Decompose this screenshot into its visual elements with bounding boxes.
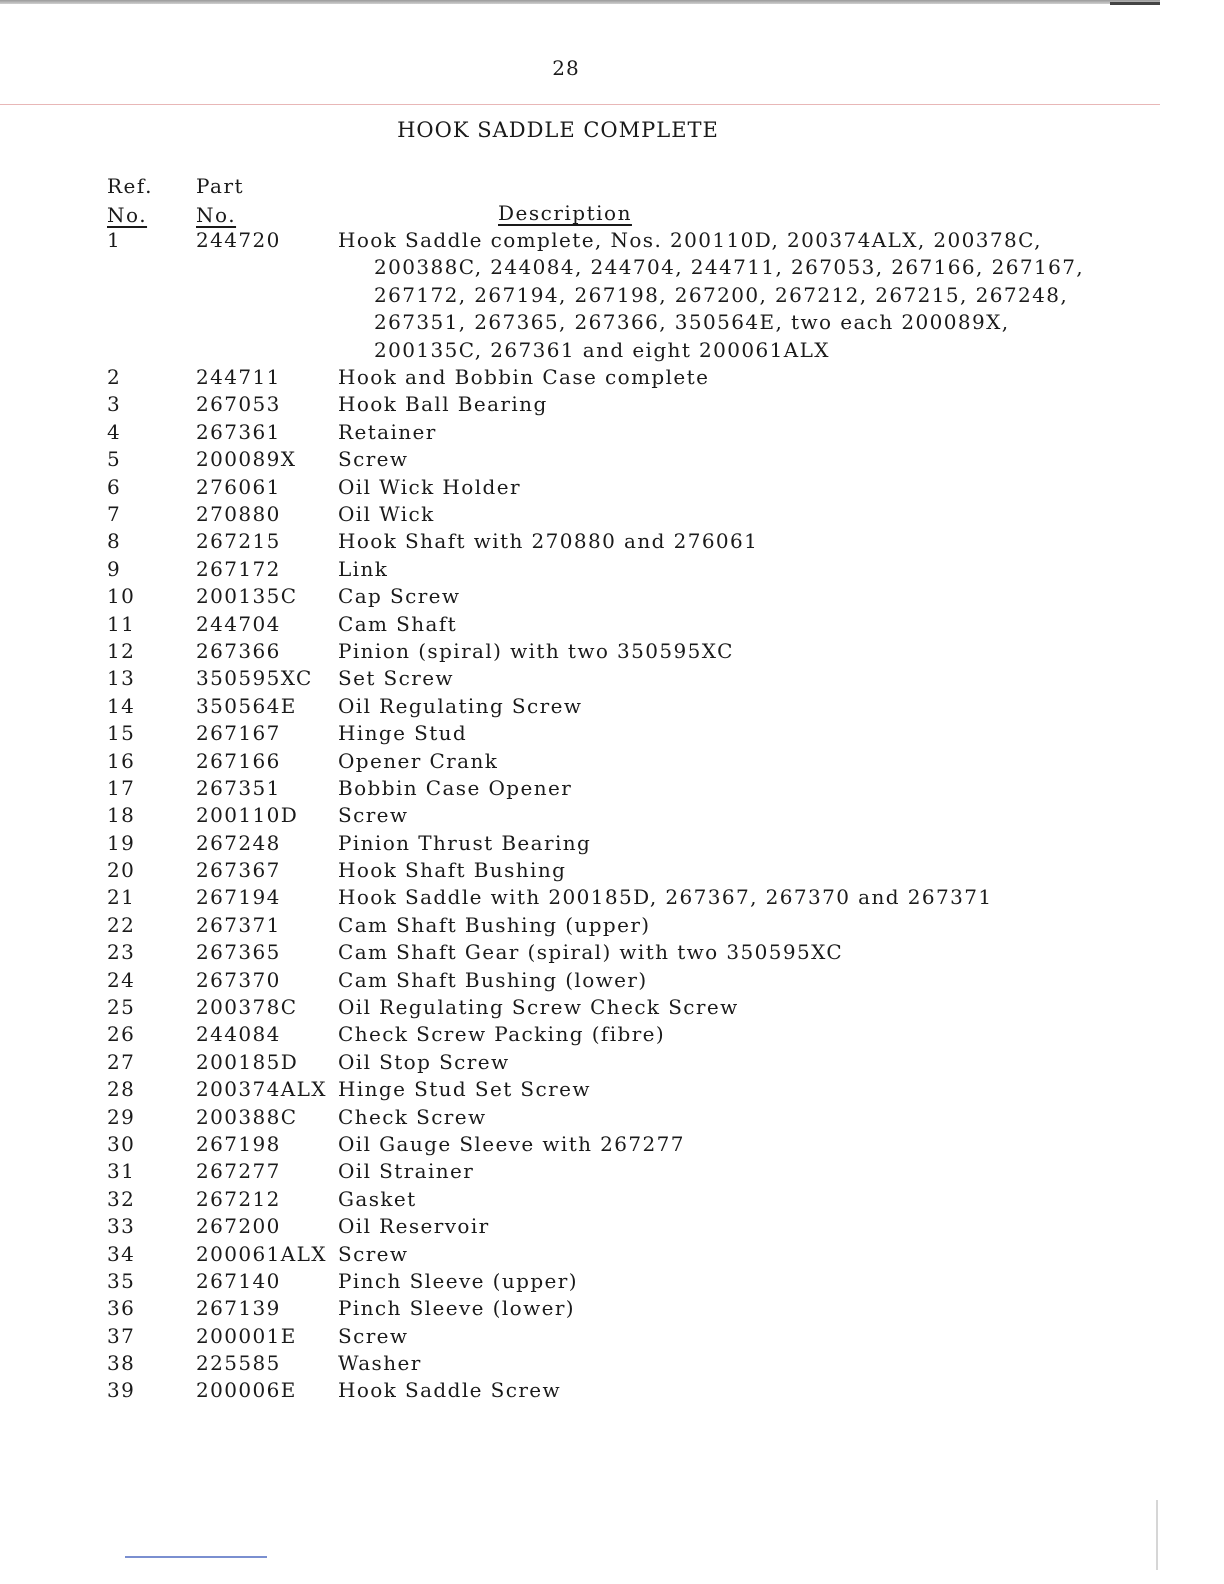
header-divider: [0, 104, 1160, 105]
description-header: Description: [498, 201, 632, 225]
part-number: 267194: [196, 885, 281, 910]
ref-number: 25: [107, 995, 136, 1020]
part-number: 200001E: [196, 1323, 297, 1348]
part-number: 270880: [196, 501, 281, 526]
part-description: Oil Reservoir: [338, 1214, 490, 1239]
part-number: 267371: [196, 912, 281, 937]
ref-number: 6: [107, 474, 122, 499]
parts-row: [107, 583, 1167, 610]
part-description: Opener Crank: [338, 748, 499, 773]
part-number: 244711: [196, 365, 281, 390]
parts-row: [107, 1021, 1167, 1048]
parts-row: [107, 419, 1167, 446]
parts-row: [107, 1076, 1167, 1103]
parts-row: [107, 1131, 1167, 1158]
part-number: 276061: [196, 474, 281, 499]
parts-row: [107, 638, 1167, 665]
ref-header-top: Ref.: [107, 174, 153, 198]
ref-number: 37: [107, 1323, 136, 1348]
parts-row: [107, 1323, 1167, 1350]
part-description: Check Screw Packing (fibre): [338, 1022, 666, 1047]
part-description: Oil Regulating Screw: [338, 693, 583, 718]
parts-row: [107, 967, 1167, 994]
part-description: Gasket: [338, 1186, 417, 1211]
part-description: Oil Wick: [338, 501, 435, 526]
ref-number: 33: [107, 1214, 136, 1239]
part-number: 200061ALX: [196, 1241, 327, 1266]
part-number: 350595XC: [196, 666, 313, 691]
parts-row: [107, 364, 1167, 391]
ref-number: 31: [107, 1159, 136, 1184]
part-description: Hook Shaft Bushing: [338, 858, 567, 883]
top-border-rule-end: [1110, 2, 1160, 5]
ref-number: 19: [107, 830, 136, 855]
parts-row: [107, 994, 1167, 1021]
part-description: Cap Screw: [338, 584, 461, 609]
ref-number: 17: [107, 775, 136, 800]
parts-row: [107, 611, 1167, 638]
ref-number: 14: [107, 693, 136, 718]
ref-number: 35: [107, 1268, 136, 1293]
part-description: Hook Saddle with 200185D, 267367, 267370 and 267371: [338, 885, 993, 910]
part-description: Screw: [338, 1241, 409, 1266]
ref-number: 24: [107, 967, 136, 992]
part-number: 200374ALX: [196, 1077, 327, 1102]
parts-row: [107, 857, 1167, 884]
part-number: 267277: [196, 1159, 281, 1184]
part-number: 267351: [196, 775, 281, 800]
description-line: 200388C, 244084, 244704, 244711, 267053, 267166, 267167,: [374, 255, 1085, 280]
parts-row: [107, 474, 1167, 501]
part-description: [338, 227, 1167, 364]
ref-number: 3: [107, 392, 122, 417]
part-description: Oil Strainer: [338, 1159, 475, 1184]
part-description: Set Screw: [338, 666, 454, 691]
ref-number: 10: [107, 584, 136, 609]
part-number: 244084: [196, 1022, 281, 1047]
ref-number: 26: [107, 1022, 136, 1047]
ref-number: 27: [107, 1049, 136, 1074]
page-title: HOOK SADDLE COMPLETE: [397, 118, 719, 142]
part-description: Link: [338, 556, 389, 581]
ref-number: 30: [107, 1131, 136, 1156]
part-description: Cam Shaft Gear (spiral) with two 350595XC: [338, 940, 844, 965]
parts-row: [107, 1186, 1167, 1213]
ref-number: 13: [107, 666, 136, 691]
ref-number: 8: [107, 529, 122, 554]
part-number: 350564E: [196, 693, 297, 718]
part-description: Oil Stop Screw: [338, 1049, 510, 1074]
parts-row: [107, 720, 1167, 747]
part-number: 267366: [196, 638, 281, 663]
ref-number: 32: [107, 1186, 136, 1211]
parts-row: [107, 1377, 1167, 1404]
parts-row: [107, 1213, 1167, 1240]
part-number: 267361: [196, 419, 281, 444]
ref-number: 34: [107, 1241, 136, 1266]
part-description: Hinge Stud Set Screw: [338, 1077, 591, 1102]
footer-rule: [125, 1556, 267, 1558]
ref-number: 2: [107, 365, 122, 390]
part-description: Retainer: [338, 419, 437, 444]
parts-row: [107, 1241, 1167, 1268]
part-number: 267365: [196, 940, 281, 965]
parts-row: [107, 775, 1167, 802]
part-number: 200089X: [196, 447, 297, 472]
parts-row: [107, 1268, 1167, 1295]
part-description: Cam Shaft Bushing (upper): [338, 912, 651, 937]
part-number: 267215: [196, 529, 281, 554]
part-number: 244720: [196, 228, 281, 252]
parts-row: [107, 1295, 1167, 1322]
ref-number: 7: [107, 501, 122, 526]
part-number: 267370: [196, 967, 281, 992]
parts-list: [107, 227, 1167, 1405]
part-description: Hook Ball Bearing: [338, 392, 548, 417]
parts-row: [107, 556, 1167, 583]
part-number: 267200: [196, 1214, 281, 1239]
part-number: 267367: [196, 858, 281, 883]
parts-row: [107, 501, 1167, 528]
part-number: 267248: [196, 830, 281, 855]
part-number: 200135C: [196, 584, 298, 609]
part-number: 267166: [196, 748, 281, 773]
parts-row: [107, 802, 1167, 829]
ref-number: 23: [107, 940, 136, 965]
ref-number: 15: [107, 721, 136, 746]
part-description: Pinion Thrust Bearing: [338, 830, 592, 855]
part-number: 225585: [196, 1351, 281, 1376]
parts-row: [107, 227, 1167, 364]
part-number: 267140: [196, 1268, 281, 1293]
part-description: Bobbin Case Opener: [338, 775, 573, 800]
parts-row: [107, 665, 1167, 692]
part-header-bottom: No.: [196, 203, 237, 227]
parts-row: [107, 1158, 1167, 1185]
part-number: 267212: [196, 1186, 281, 1211]
page-edge-mark: [1156, 1500, 1158, 1570]
ref-number: 11: [107, 611, 136, 636]
part-description: Check Screw: [338, 1104, 487, 1129]
part-number: 200185D: [196, 1049, 299, 1074]
part-header-top: Part: [196, 174, 245, 198]
part-number: 267198: [196, 1131, 281, 1156]
parts-row: [107, 528, 1167, 555]
parts-row: [107, 693, 1167, 720]
part-number: 200110D: [196, 803, 299, 828]
parts-row: [107, 939, 1167, 966]
parts-row: [107, 391, 1167, 418]
description-line: 267351, 267365, 267366, 350564E, two each 200089X,: [374, 310, 1010, 335]
parts-row: [107, 1350, 1167, 1377]
part-description: Pinch Sleeve (lower): [338, 1296, 575, 1321]
ref-header-bottom: No.: [107, 203, 148, 227]
parts-row: [107, 446, 1167, 473]
ref-number: 4: [107, 419, 122, 444]
part-description: Oil Regulating Screw Check Screw: [338, 995, 739, 1020]
part-number: 200006E: [196, 1378, 297, 1403]
part-description: Cam Shaft Bushing (lower): [338, 967, 648, 992]
ref-number: 1: [107, 228, 122, 252]
parts-row: [107, 1049, 1167, 1076]
part-description: Oil Wick Holder: [338, 474, 521, 499]
part-description: Hook Shaft with 270880 and 276061: [338, 529, 759, 554]
ref-number: 16: [107, 748, 136, 773]
parts-row: [107, 748, 1167, 775]
part-number: 200378C: [196, 995, 298, 1020]
page-number: 28: [552, 56, 580, 80]
part-description: Pinion (spiral) with two 350595XC: [338, 638, 734, 663]
ref-number: 36: [107, 1296, 136, 1321]
ref-number: 20: [107, 858, 136, 883]
description-line: 267172, 267194, 267198, 267200, 267212, 267215, 267248,: [374, 282, 1069, 307]
ref-number: 22: [107, 912, 136, 937]
description-line: Hook Saddle complete, Nos. 200110D, 200374ALX, 200378C,: [338, 228, 1042, 252]
part-description: Screw: [338, 1323, 409, 1348]
part-number: 267172: [196, 556, 281, 581]
part-description: Screw: [338, 447, 409, 472]
part-number: 244704: [196, 611, 281, 636]
ref-number: 5: [107, 447, 122, 472]
ref-number: 29: [107, 1104, 136, 1129]
description-line: 200135C, 267361 and eight 200061ALX: [374, 337, 830, 362]
part-number: 267139: [196, 1296, 281, 1321]
part-description: Oil Gauge Sleeve with 267277: [338, 1131, 685, 1156]
part-description: Screw: [338, 803, 409, 828]
parts-row: [107, 1104, 1167, 1131]
ref-number: 21: [107, 885, 136, 910]
part-description: Hook and Bobbin Case complete: [338, 365, 710, 390]
ref-number: 12: [107, 638, 136, 663]
parts-row: [107, 912, 1167, 939]
ref-number: 28: [107, 1077, 136, 1102]
ref-number: 38: [107, 1351, 136, 1376]
ref-number: 18: [107, 803, 136, 828]
ref-number: 39: [107, 1378, 136, 1403]
part-description: Hook Saddle Screw: [338, 1378, 562, 1403]
parts-row: [107, 884, 1167, 911]
part-number: 200388C: [196, 1104, 298, 1129]
top-border-rule: [0, 0, 1160, 4]
part-description: Washer: [338, 1351, 422, 1376]
part-description: Pinch Sleeve (upper): [338, 1268, 578, 1293]
parts-row: [107, 830, 1167, 857]
part-number: 267053: [196, 392, 281, 417]
part-number: 267167: [196, 721, 281, 746]
ref-number: 9: [107, 556, 122, 581]
part-description: Cam Shaft: [338, 611, 458, 636]
part-description: Hinge Stud: [338, 721, 468, 746]
